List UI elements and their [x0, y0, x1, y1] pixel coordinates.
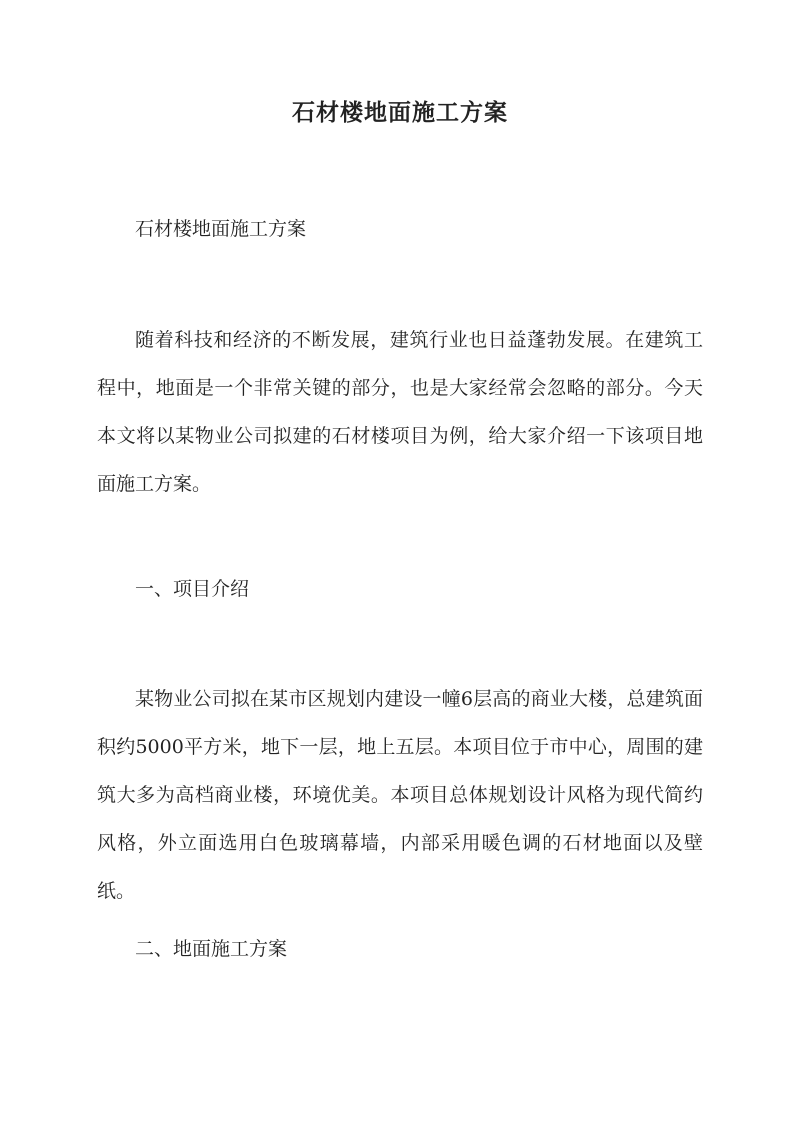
document-title: 石材楼地面施工方案 — [292, 99, 508, 126]
intro-paragraph: 随着科技和经济的不断发展，建筑行业也日益蓬勃发展。在建筑工程中，地面是一个非常关键的部分，也是大家经常会忽略的部分。今天本文将以某物业公司拟建的石材楼项目为例，给大家介绍一下该项目地面施工方案。 — [97, 329, 703, 495]
document-subtitle: 石材楼地面施工方案 — [135, 218, 307, 240]
section-1-heading: 一、项目介绍 — [135, 578, 250, 600]
section-2-heading: 二、地面施工方案 — [135, 938, 288, 960]
section-1-paragraph: 某物业公司拟在某市区规划内建设一幢6层高的商业大楼，总建筑面积约5000平方米，地下一层，地上五层。本项目位于市中心，周围的建筑大多为高档商业楼，环境优美。本项目总体规划设计风格为现代简约风格，外立面选用白色玻璃幕墙，内部采用暖色调的石材地面以及壁纸。 — [97, 688, 703, 902]
